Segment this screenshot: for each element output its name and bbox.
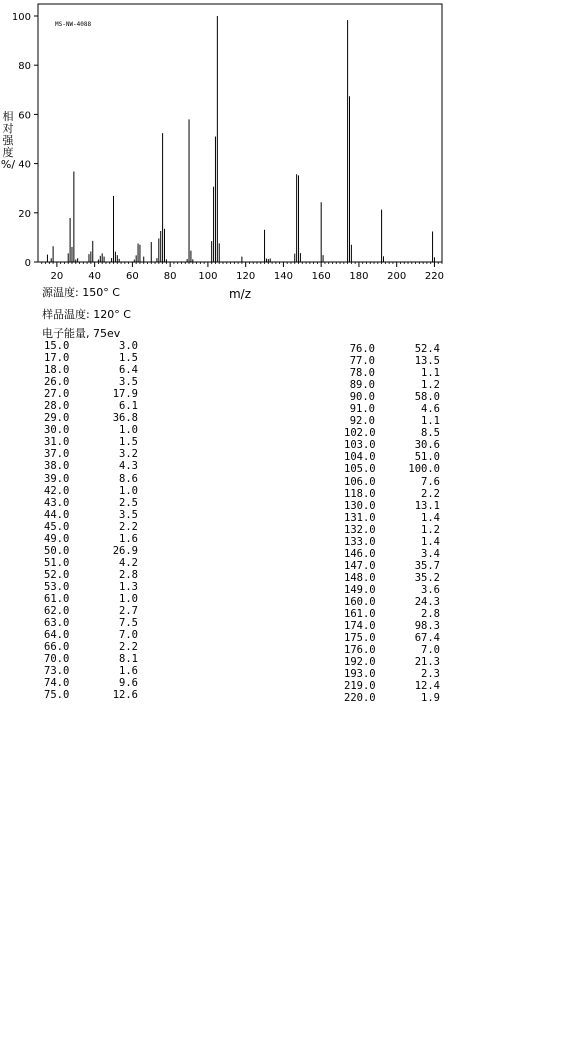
peak-abundance: 24.3 [414, 595, 440, 608]
peak-row [344, 668, 440, 680]
peak-mz: 147.0 [344, 559, 376, 572]
x-tick-label: 20 [50, 271, 64, 282]
peak-mz: 176.0 [344, 644, 376, 657]
peak-mz: 106.0 [344, 475, 376, 488]
peak-row [44, 689, 138, 701]
peak-abundance: 3.5 [119, 508, 138, 521]
peak-abundance: 13.1 [414, 499, 440, 512]
peak-row [344, 427, 440, 439]
peak-abundance: 1.2 [421, 523, 440, 536]
y-axis-label-char: 强 [2, 134, 14, 147]
x-tick-label: 100 [198, 271, 218, 282]
x-tick-label: 180 [349, 271, 369, 282]
x-tick-label: 160 [311, 271, 331, 282]
peak-mz: 103.0 [344, 439, 376, 452]
peak-abundance: 2.2 [119, 520, 138, 533]
peak-row [44, 617, 138, 629]
peak-row [344, 632, 440, 644]
peak-abundance: 35.2 [414, 571, 440, 584]
electron-energy: 电子能量, 75ev [42, 327, 121, 340]
x-tick-label: 80 [163, 271, 177, 282]
peak-row [344, 692, 440, 704]
peak-row [344, 584, 440, 596]
peak-row [44, 605, 138, 617]
peak-mz: 118.0 [344, 487, 376, 500]
peak-row [44, 473, 138, 485]
peak-row [44, 376, 138, 388]
peak-row [344, 656, 440, 668]
peak-mz: 66.0 [44, 641, 70, 654]
peak-abundance: 7.0 [421, 644, 440, 657]
peak-row [344, 572, 440, 584]
peak-mz: 174.0 [344, 620, 376, 633]
peak-row [44, 352, 138, 364]
peak-abundance: 3.6 [421, 583, 440, 596]
peak-mz: 78.0 [349, 367, 375, 380]
y-axis-ticks [12, 12, 38, 269]
peak-mz: 77.0 [349, 355, 375, 368]
peak-mz: 49.0 [44, 532, 70, 545]
peak-abundance: 30.6 [414, 439, 440, 452]
peak-abundance: 2.2 [421, 487, 440, 500]
x-tick-label: 60 [126, 271, 139, 282]
peak-row [44, 400, 138, 412]
peak-abundance: 1.1 [421, 415, 440, 428]
y-axis-label [1, 109, 15, 171]
peak-row [44, 485, 138, 497]
peak-mz: 51.0 [44, 556, 70, 569]
peak-abundance: 4.6 [421, 403, 440, 416]
y-tick-label: 60 [18, 110, 31, 122]
peak-abundance: 1.5 [119, 436, 138, 449]
peak-mz: 175.0 [344, 632, 376, 645]
peak-row [44, 412, 138, 424]
peak-abundance: 1.3 [119, 580, 138, 593]
peak-row [44, 460, 138, 472]
peak-mz: 15.0 [44, 340, 70, 352]
peak-abundance: 58.0 [414, 391, 440, 404]
peak-row [44, 340, 138, 352]
peak-row [344, 512, 440, 524]
peak-abundance: 1.9 [421, 692, 440, 705]
peak-abundance: 1.4 [421, 511, 440, 524]
spectrum-id-label: MS-NW-4088 [55, 21, 92, 28]
peak-row [344, 548, 440, 560]
y-axis-label-char: %/ [0, 158, 16, 171]
peak-abundance: 17.9 [112, 388, 138, 401]
peak-mz: 132.0 [344, 523, 376, 536]
peak-row [344, 391, 440, 403]
peak-mz: 130.0 [344, 499, 376, 512]
peak-mz: 76.0 [349, 343, 375, 355]
peak-row [44, 665, 138, 677]
y-tick-label: 20 [18, 208, 31, 220]
peak-abundance: 6.1 [119, 400, 138, 413]
peak-abundance: 26.9 [112, 544, 138, 557]
peak-row [44, 497, 138, 509]
peak-row [44, 677, 138, 689]
peak-row [44, 569, 138, 581]
peak-mz: 70.0 [44, 653, 70, 666]
peak-abundance: 1.0 [119, 592, 138, 605]
peak-row [344, 680, 440, 692]
peak-abundance: 98.3 [414, 620, 440, 633]
y-tick-label: 100 [11, 12, 31, 23]
peak-mz: 92.0 [349, 415, 375, 428]
peak-mz: 50.0 [44, 544, 70, 557]
peak-mz: 89.0 [349, 379, 375, 392]
peak-mz: 29.0 [44, 412, 70, 425]
peak-mz: 104.0 [344, 451, 376, 464]
peak-mz: 31.0 [44, 436, 70, 449]
peak-mz: 18.0 [44, 364, 70, 377]
x-axis-minor-ticks [42, 262, 442, 264]
peak-row [44, 436, 138, 448]
peak-abundance: 13.5 [414, 355, 440, 368]
peak-abundance: 2.8 [119, 568, 138, 581]
peak-mz: 62.0 [44, 605, 70, 618]
peak-mz: 61.0 [44, 592, 70, 605]
peak-mz: 44.0 [44, 508, 70, 521]
y-tick-label: 80 [18, 61, 31, 73]
sample-temperature: 样品温度: 120° C [42, 308, 131, 321]
peak-table-left [44, 340, 138, 701]
peak-mz: 91.0 [349, 403, 375, 416]
peak-row [344, 620, 440, 632]
peak-abundance: 3.2 [119, 448, 138, 461]
peak-mz: 63.0 [44, 617, 70, 630]
peak-row [344, 476, 440, 488]
source-temperature: 源温度: 150° C [42, 286, 120, 299]
peak-mz: 219.0 [344, 680, 376, 693]
peak-abundance: 21.3 [414, 656, 440, 669]
peak-mz: 102.0 [344, 427, 376, 440]
peak-mz: 39.0 [44, 472, 70, 485]
peak-mz: 52.0 [44, 568, 70, 581]
peak-row [44, 629, 138, 641]
peak-row [344, 536, 440, 548]
y-axis-label-char: 相 [2, 110, 14, 123]
peak-row [44, 545, 138, 557]
peak-row [344, 343, 440, 355]
peak-row [344, 415, 440, 427]
peak-mz: 149.0 [344, 583, 376, 596]
peak-abundance: 8.1 [119, 653, 138, 666]
peak-abundance: 3.4 [421, 547, 440, 560]
peak-mz: 146.0 [344, 547, 376, 560]
y-axis-label-char: 对 [2, 122, 14, 135]
x-axis-ticks [51, 262, 444, 282]
x-tick-label: 120 [236, 271, 256, 282]
peak-mz: 17.0 [44, 352, 70, 365]
peak-abundance: 12.6 [112, 689, 138, 702]
peak-mz: 160.0 [344, 595, 376, 608]
peak-row [344, 379, 440, 391]
peak-abundance: 2.3 [421, 668, 440, 681]
peak-row [44, 448, 138, 460]
peak-mz: 148.0 [344, 571, 376, 584]
peak-abundance: 1.2 [421, 379, 440, 392]
peak-abundance: 3.5 [119, 376, 138, 389]
peak-row [344, 367, 440, 379]
mass-spectrum-chart [0, 0, 570, 305]
peak-abundance: 4.3 [119, 460, 138, 473]
peak-abundance: 1.0 [119, 484, 138, 497]
peak-mz: 133.0 [344, 535, 376, 548]
peak-abundance: 1.0 [119, 424, 138, 437]
peak-row [344, 355, 440, 367]
peak-row [344, 608, 440, 620]
peak-mz: 161.0 [344, 608, 376, 621]
peak-mz: 53.0 [44, 580, 70, 593]
peak-abundance: 2.8 [421, 608, 440, 621]
peak-row [344, 596, 440, 608]
peak-row [344, 488, 440, 500]
x-tick-label: 200 [387, 271, 407, 282]
peak-mz: 131.0 [344, 511, 376, 524]
peak-abundance: 1.4 [421, 535, 440, 548]
peak-row [344, 524, 440, 536]
peak-row [44, 593, 138, 605]
peak-mz: 105.0 [344, 463, 376, 476]
peak-row [344, 403, 440, 415]
x-tick-label: 220 [424, 271, 444, 282]
peak-row [44, 581, 138, 593]
peak-abundance: 7.5 [119, 617, 138, 630]
peak-row [44, 424, 138, 436]
peak-abundance: 6.4 [119, 364, 138, 377]
peak-mz: 74.0 [44, 677, 70, 690]
peak-abundance: 100.0 [408, 463, 440, 476]
peak-abundance: 3.0 [119, 340, 138, 352]
peak-abundance: 8.6 [119, 472, 138, 485]
peak-abundance: 1.6 [119, 665, 138, 678]
peak-row [344, 500, 440, 512]
peak-row [344, 560, 440, 572]
peak-row [344, 451, 440, 463]
peak-abundance: 35.7 [414, 559, 440, 572]
x-tick-label: 140 [273, 271, 293, 282]
peak-mz: 192.0 [344, 656, 376, 669]
peak-mz: 42.0 [44, 484, 70, 497]
peak-abundance: 7.0 [119, 629, 138, 642]
peak-mz: 27.0 [44, 388, 70, 401]
peak-abundance: 67.4 [414, 632, 440, 645]
peak-mz: 64.0 [44, 629, 70, 642]
peak-abundance: 52.4 [414, 343, 440, 355]
peak-mz: 90.0 [349, 391, 375, 404]
peak-abundance: 2.2 [119, 641, 138, 654]
y-tick-label: 0 [24, 258, 31, 269]
x-axis-label: m/z [228, 287, 252, 301]
peak-mz: 45.0 [44, 520, 70, 533]
peak-abundance: 2.5 [119, 496, 138, 509]
x-tick-label: 40 [88, 271, 102, 282]
peak-abundance: 1.1 [421, 367, 440, 380]
peak-abundance: 4.2 [119, 556, 138, 569]
peak-row [44, 509, 138, 521]
peak-mz: 73.0 [44, 665, 70, 678]
peak-row [44, 653, 138, 665]
peak-mz: 43.0 [44, 496, 70, 509]
peak-table-right [344, 343, 440, 704]
peak-abundance: 36.8 [112, 412, 138, 425]
peak-mz: 28.0 [44, 400, 70, 413]
peak-abundance: 8.5 [421, 427, 440, 440]
peak-abundance: 2.7 [119, 605, 138, 618]
peak-abundance: 1.6 [119, 532, 138, 545]
peak-mz: 30.0 [44, 424, 70, 437]
peak-row [44, 388, 138, 400]
peak-row [344, 439, 440, 451]
y-tick-label: 40 [18, 159, 31, 171]
peak-abundance: 9.6 [119, 677, 138, 690]
peak-mz: 37.0 [44, 448, 70, 461]
peak-mz: 220.0 [344, 692, 376, 705]
peak-mz: 75.0 [44, 689, 70, 702]
peak-abundance: 51.0 [414, 451, 440, 464]
peak-row [44, 364, 138, 376]
peak-mz: 38.0 [44, 460, 70, 473]
y-axis-label-char: 度 [2, 146, 14, 159]
peak-abundance: 1.5 [119, 352, 138, 365]
spectrum-peaks [47, 16, 434, 262]
peak-row [344, 463, 440, 475]
peak-mz: 193.0 [344, 668, 376, 681]
peak-abundance: 12.4 [414, 680, 440, 693]
peak-abundance: 7.6 [421, 475, 440, 488]
peak-mz: 26.0 [44, 376, 70, 389]
peak-row [44, 557, 138, 569]
peak-row [344, 644, 440, 656]
peak-row [44, 533, 138, 545]
peak-row [44, 641, 138, 653]
peak-row [44, 521, 138, 533]
